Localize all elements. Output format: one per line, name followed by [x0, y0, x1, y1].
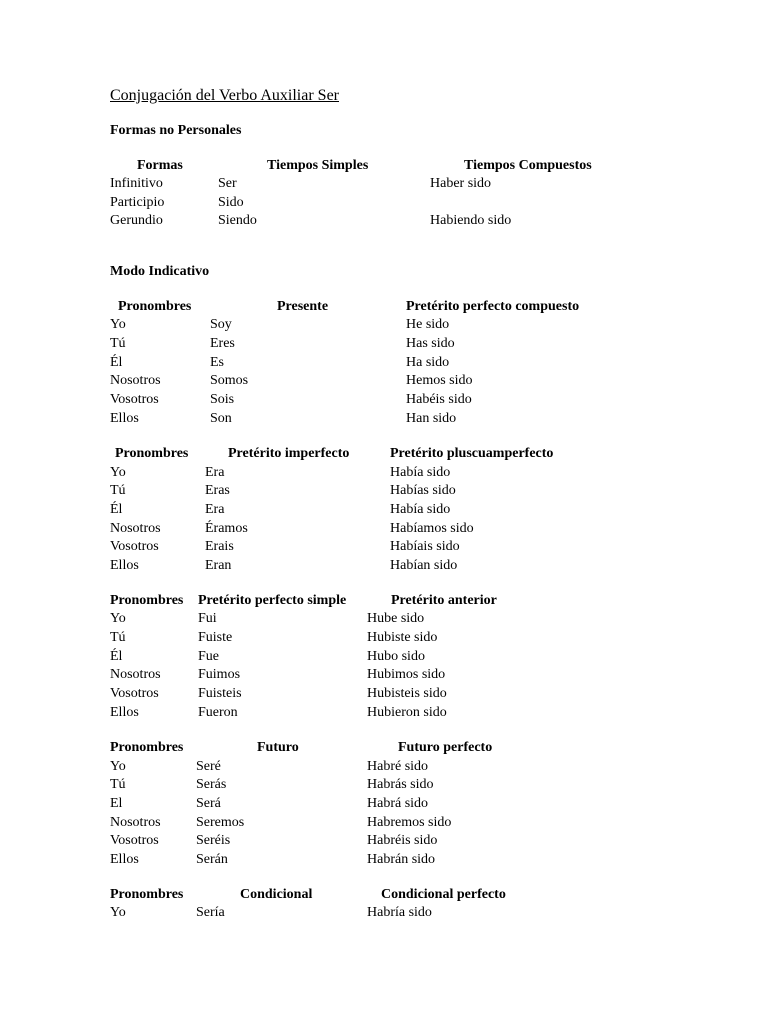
conj-cell: Sería — [196, 905, 225, 920]
conj-cell: Eras — [205, 483, 230, 498]
conj-cell: Es — [210, 355, 224, 370]
formas-cell: Gerundio — [110, 213, 163, 228]
conj-cell: Tú — [110, 630, 126, 645]
table-header-compound-tense: Condicional perfecto — [381, 887, 506, 902]
conj-cell: Era — [205, 502, 225, 517]
table-header-pronombres: Pronombres — [110, 593, 184, 608]
conj-cell: Eres — [210, 336, 235, 351]
conj-cell: Fueron — [198, 705, 238, 720]
conj-cell: Seremos — [196, 815, 245, 830]
formas-cell: Ser — [218, 176, 237, 191]
conj-cell: Habréis sido — [367, 833, 438, 848]
conj-cell: Son — [210, 411, 232, 426]
page-title: Conjugación del Verbo Auxiliar Ser — [110, 87, 339, 104]
table-header-tense: Pretérito imperfecto — [228, 446, 350, 461]
table-header-pronombres: Pronombres — [115, 446, 189, 461]
conj-cell: Seréis — [196, 833, 231, 848]
conj-cell: He sido — [406, 317, 450, 332]
formas-cell: Siendo — [218, 213, 257, 228]
table-header-compound-tense: Pretérito anterior — [391, 593, 497, 608]
table-header-compound-tense: Pretérito pluscuamperfecto — [390, 446, 554, 461]
conj-cell: Soy — [210, 317, 232, 332]
table-header-pronombres: Pronombres — [110, 887, 184, 902]
conj-cell: Han sido — [406, 411, 457, 426]
conj-cell: Eran — [205, 558, 232, 573]
conj-cell: Vosotros — [110, 392, 159, 407]
formas-cell: Habiendo sido — [430, 213, 512, 228]
conj-cell: Vosotros — [110, 686, 159, 701]
conj-cell: Serás — [196, 777, 227, 792]
conj-cell: Habremos sido — [367, 815, 452, 830]
conj-cell: Has sido — [406, 336, 455, 351]
conj-cell: Habíamos sido — [390, 521, 474, 536]
conj-cell: Nosotros — [110, 815, 161, 830]
section-heading-modo-indicativo: Modo Indicativo — [110, 264, 210, 279]
conj-cell: Fuiste — [198, 630, 233, 645]
conj-cell: Habías sido — [390, 483, 456, 498]
conj-cell: Yo — [110, 317, 126, 332]
conj-cell: Hemos sido — [406, 373, 473, 388]
conj-cell: Hubisteis sido — [367, 686, 447, 701]
conj-cell: Hube sido — [367, 611, 425, 626]
conj-cell: Ellos — [110, 852, 139, 867]
conj-cell: Erais — [205, 539, 234, 554]
table-header-tense: Pretérito perfecto simple — [198, 593, 347, 608]
conj-cell: Hubieron sido — [367, 705, 447, 720]
conj-cell: Habéis sido — [406, 392, 472, 407]
conj-cell: Había sido — [390, 465, 451, 480]
table-header-compound-tense: Pretérito perfecto compuesto — [406, 299, 580, 314]
formas-cell: Infinitivo — [110, 176, 163, 191]
table-header-tense: Presente — [277, 299, 329, 314]
conj-cell: Tú — [110, 483, 126, 498]
table-header-pronombres: Pronombres — [118, 299, 192, 314]
formas-cell: Sido — [218, 195, 244, 210]
conj-cell: El — [110, 796, 123, 811]
conj-cell: Fue — [198, 649, 219, 664]
conj-cell: Vosotros — [110, 539, 159, 554]
conj-cell: Seré — [196, 759, 221, 774]
conj-cell: Había sido — [390, 502, 451, 517]
table-header-tense: Futuro — [257, 740, 299, 755]
table-header-tense: Condicional — [240, 887, 313, 902]
conj-cell: Serán — [196, 852, 228, 867]
conj-cell: Habían sido — [390, 558, 458, 573]
conj-cell: Somos — [210, 373, 249, 388]
conj-cell: Fuimos — [198, 667, 241, 682]
conj-cell: Era — [205, 465, 225, 480]
conj-cell: Él — [110, 502, 123, 517]
conj-cell: Ellos — [110, 558, 139, 573]
conj-cell: Nosotros — [110, 667, 161, 682]
formas-header-forms: Formas — [137, 158, 183, 173]
conj-cell: Vosotros — [110, 833, 159, 848]
conj-cell: Yo — [110, 465, 126, 480]
conj-cell: Habíais sido — [390, 539, 460, 554]
conj-cell: Habré sido — [367, 759, 429, 774]
conj-cell: Será — [196, 796, 221, 811]
conj-cell: Nosotros — [110, 373, 161, 388]
conj-cell: Fui — [198, 611, 217, 626]
conj-cell: Hubimos sido — [367, 667, 446, 682]
conj-cell: Sois — [210, 392, 235, 407]
table-header-compound-tense: Futuro perfecto — [398, 740, 493, 755]
conj-cell: Yo — [110, 611, 126, 626]
conj-cell: Él — [110, 355, 123, 370]
formas-cell: Participio — [110, 195, 165, 210]
conj-cell: Yo — [110, 905, 126, 920]
conj-cell: Tú — [110, 777, 126, 792]
conj-cell: Éramos — [205, 521, 248, 536]
conj-cell: Ellos — [110, 411, 139, 426]
conj-cell: Nosotros — [110, 521, 161, 536]
conj-cell: Habrás sido — [367, 777, 434, 792]
conj-cell: Tú — [110, 336, 126, 351]
conj-cell: Fuisteis — [198, 686, 242, 701]
conj-cell: Hubo sido — [367, 649, 425, 664]
formas-cell: Haber sido — [430, 176, 492, 191]
section-heading-formas-no-personales: Formas no Personales — [110, 123, 242, 138]
conj-cell: Hubiste sido — [367, 630, 438, 645]
formas-header-compound: Tiempos Compuestos — [464, 158, 592, 173]
conj-cell: Ha sido — [406, 355, 450, 370]
table-header-pronombres: Pronombres — [110, 740, 184, 755]
conj-cell: Habría sido — [367, 905, 432, 920]
formas-header-simple: Tiempos Simples — [267, 158, 369, 173]
conj-cell: Habrá sido — [367, 796, 429, 811]
conj-cell: Él — [110, 649, 123, 664]
conj-cell: Ellos — [110, 705, 139, 720]
conj-cell: Yo — [110, 759, 126, 774]
conj-cell: Habrán sido — [367, 852, 436, 867]
